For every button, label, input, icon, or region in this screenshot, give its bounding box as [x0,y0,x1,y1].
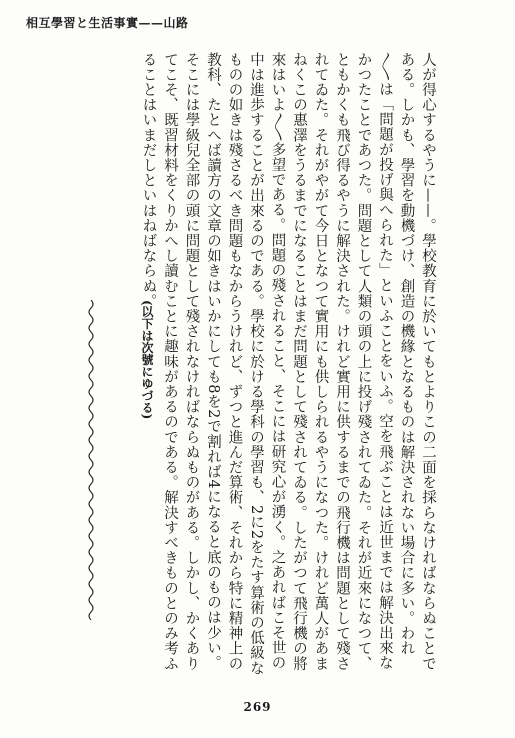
running-head: 相互學習と生活事實——山路 [26,16,189,30]
paragraph: 學習を動機づけ、創造の機緣となるものは解決されない場合に多い。われ〳〵は「問題が投げ與へられた」といふことをいふ。空を飛ぶことは近世までは解決出來なかつたことであつた。問題として人類の頭の上に投げ殘されてゐた。それが近來になつて、ともかくも飛び得るやうに解決された。けれど實用に供するまでの飛行機は問題として殘されてゐた。それがやがて今日となつて實用にも供しられるやうになつた。けれど萬人があまねくこの惠澤をうるまでになることはまだ問題として殘されてゐる。したがつて飛行機の將來はいよ〳〵多望である。問題の殘されること、そこには研究心が湧く。之あればこそ世の中は進歩することが出來るのである。學校に於ける學科の學習も、2に2をたす算術の低級なものの如きは殘さるべき問題もなからうけれど、ずつと進んだ算術、それから特に精神上の教科、たとへば讀方の文章の如きはいかにしても8を2で割れば4になると底のものは少い。そこには學級兒全部の頭に問題として殘されなければならぬものがある。しかし、かくありてこそ、既習材料をくりかへし讀むことに趣味があるのである。解決すべきものとのみ考ふることはいまだしといはねばならぬ。 [140,52,415,676]
wavy-divider [86,300,96,620]
continued-note: (以下は次號にゆづる) [140,300,154,420]
lead-line: 人が得心するやうに——。學校教育に於いてもとよりこの二面を採らなければならぬことである。しかも、 [398,52,436,672]
page-number: 269 [243,700,272,714]
body-text [136,52,438,684]
